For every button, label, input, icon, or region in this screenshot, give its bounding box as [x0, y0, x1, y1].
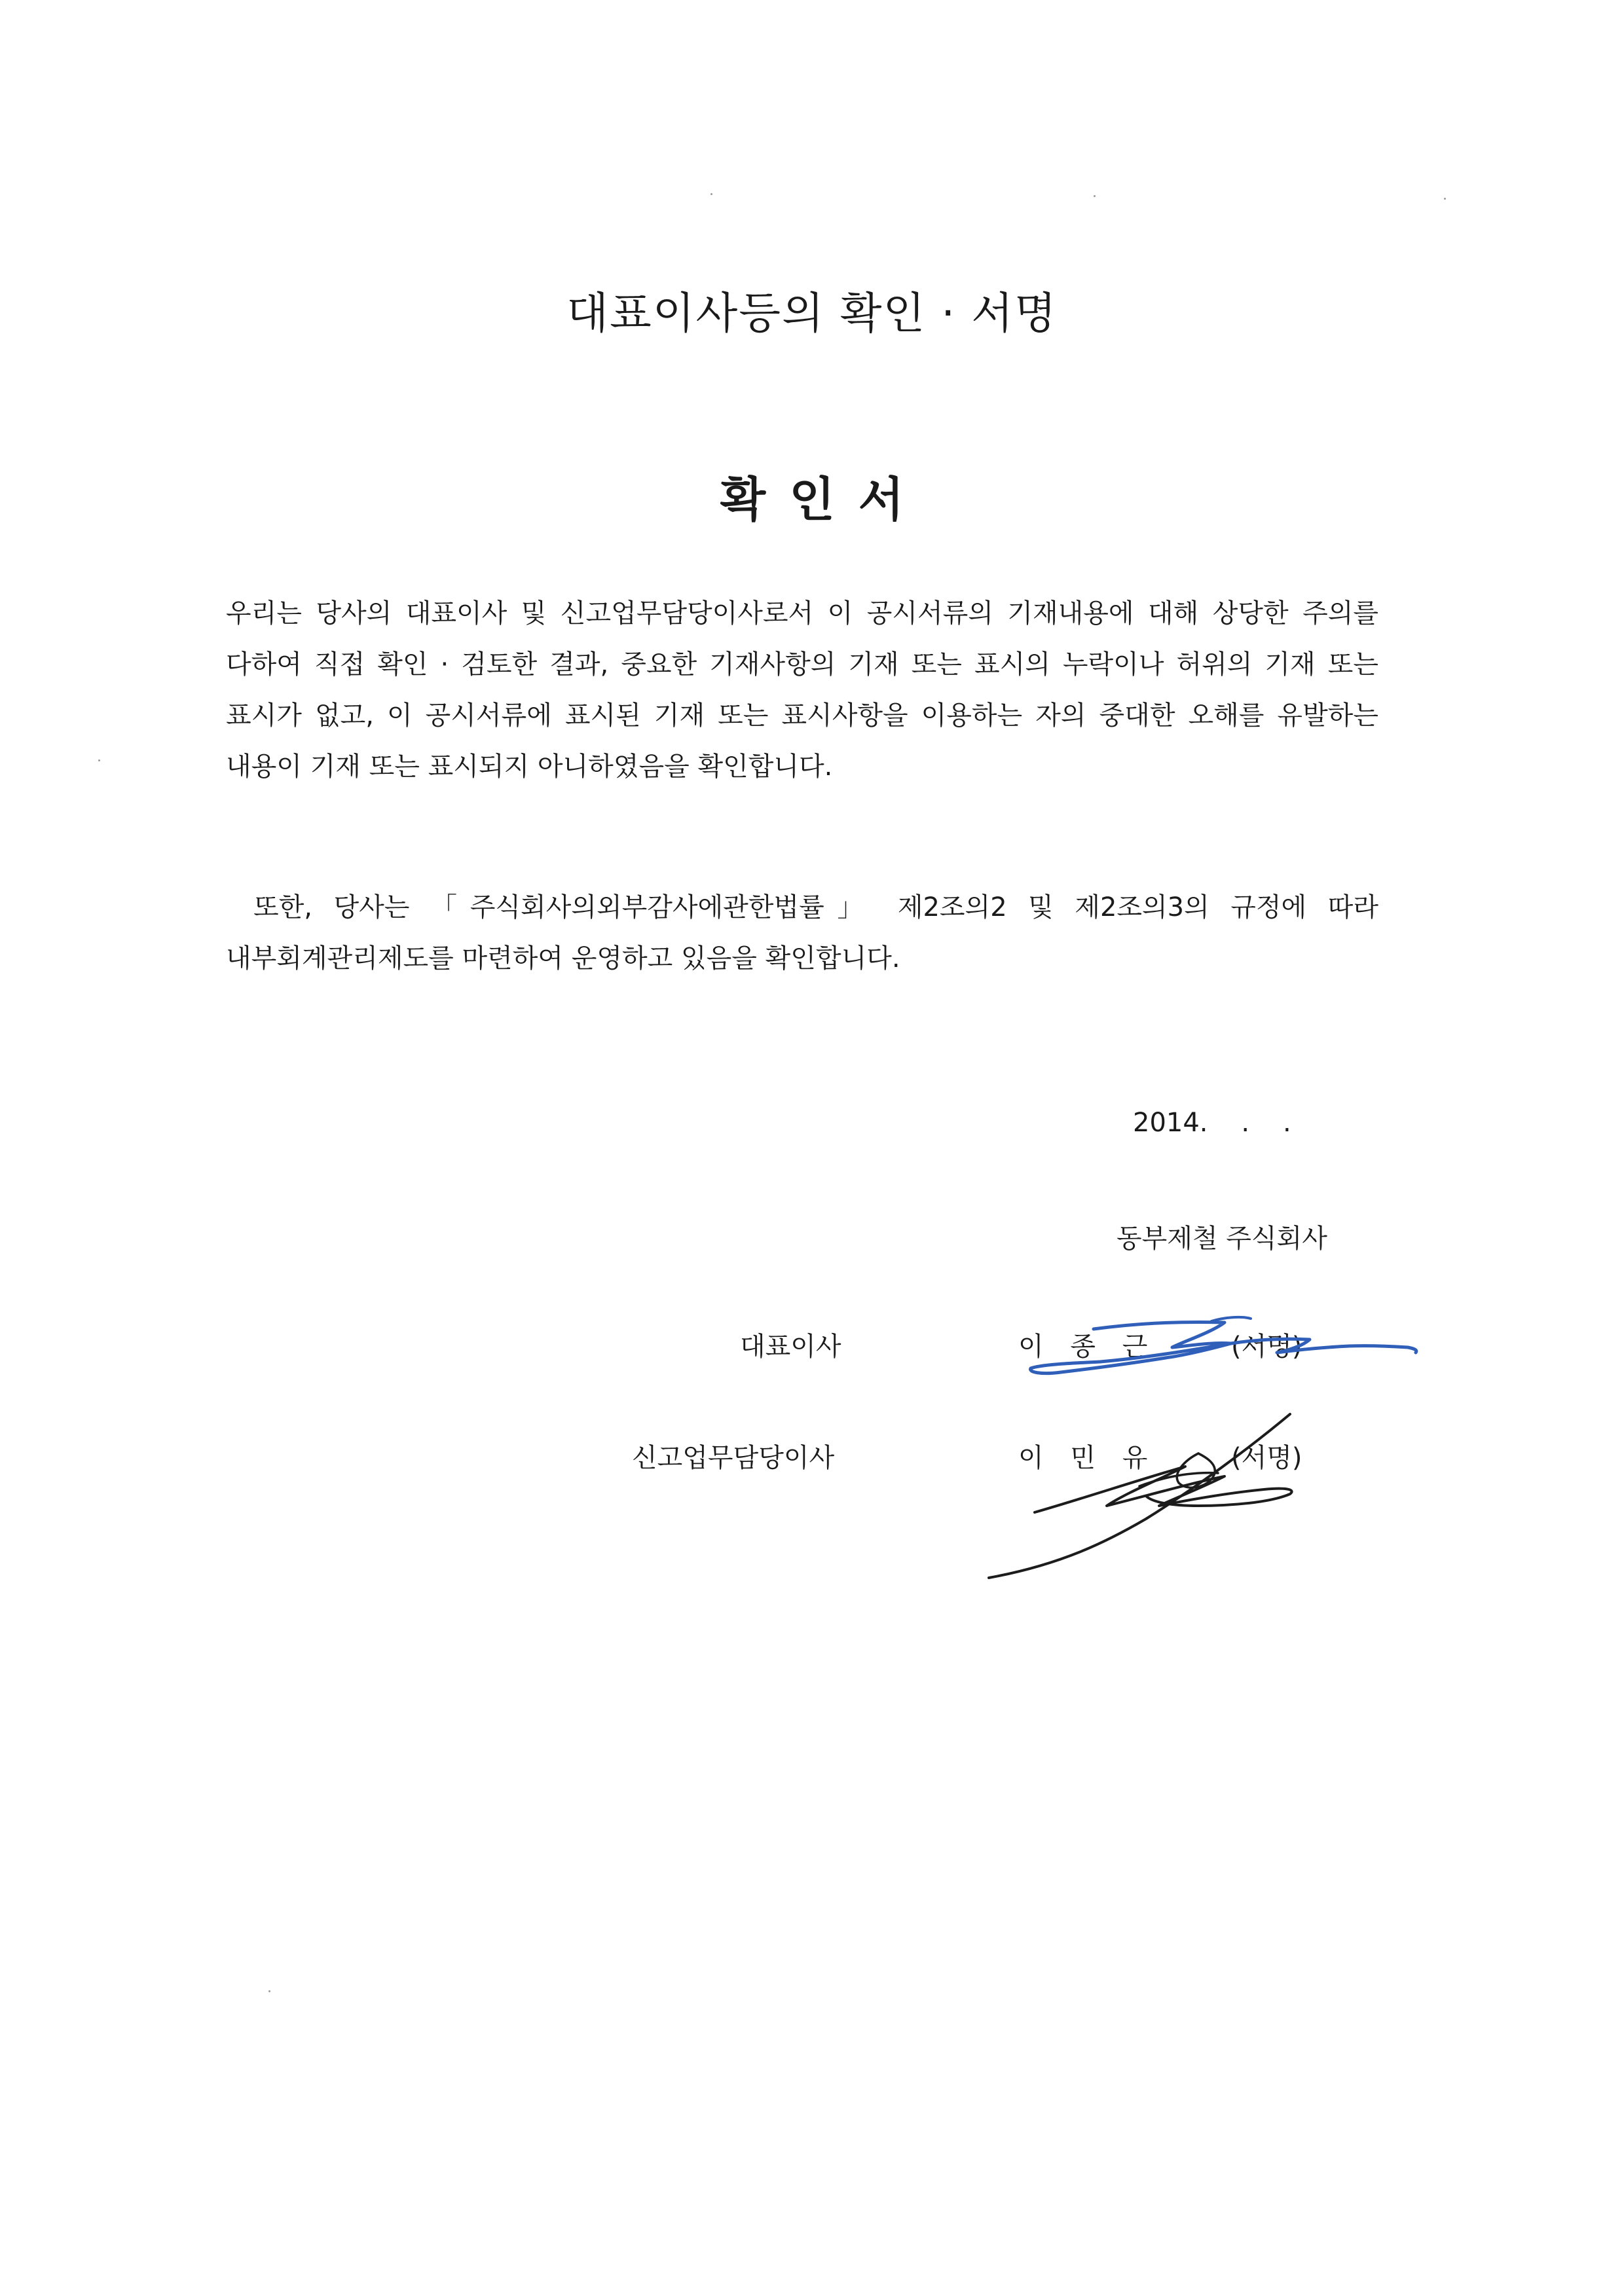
document-title: 대표이사등의 확인 · 서명	[566, 288, 1058, 338]
signature-stroke	[1211, 1317, 1251, 1321]
signature-stroke	[989, 1414, 1290, 1578]
document-date: 2014. . .	[1133, 1108, 1291, 1138]
signatory-name-reporting-director: 이 민 유	[1018, 1443, 1157, 1473]
internal-control-paragraph: 또한, 당사는 「주식회사의외부감사에관한법률」 제2조의2 및 제2조의3의 규정에 따라 내부회계관리제도를 마련하여 운영하고 있음을 확인합니다.	[226, 892, 1378, 974]
signature-mark-ceo: (서명)	[1231, 1332, 1302, 1362]
signatory-name-ceo: 이 종 근	[1018, 1332, 1157, 1362]
handwritten-signature-reporting-director	[976, 1408, 1342, 1584]
scan-speck	[268, 1990, 270, 1992]
signatory-role-ceo: 대표이사	[740, 1332, 841, 1362]
document-subtitle: 확인서	[720, 472, 928, 527]
scan-speck	[1094, 195, 1096, 197]
company-name: 동부제철 주식회사	[1116, 1224, 1327, 1254]
scan-speck	[710, 193, 712, 195]
signatory-role-reporting-director: 신고업무담당이사	[632, 1443, 835, 1473]
signature-stroke	[1030, 1322, 1416, 1373]
signature-stroke	[1035, 1467, 1292, 1512]
scan-speck	[98, 759, 100, 761]
handwritten-signature-ceo	[1015, 1309, 1441, 1401]
scan-speck	[1444, 198, 1446, 200]
signature-mark-reporting-director: (서명)	[1231, 1443, 1302, 1473]
confirmation-paragraph: 우리는 당사의 대표이사 및 신고업무담당이사로서 이 공시서류의 기재내용에 대해 상당한 주의를 다하여 직접 확인 · 검토한 결과, 중요한 기재사항의 기재 또는 표시의 누락이나 허위의 기재 또는 표시가 없고, 이 공시서류에 표시된 기재 또는 표시사항을 이용하는 자의 중대한 오해를 유발하는 내용이 기재 또는 표시되지 아니하였음을 확인합니다.	[226, 598, 1378, 782]
